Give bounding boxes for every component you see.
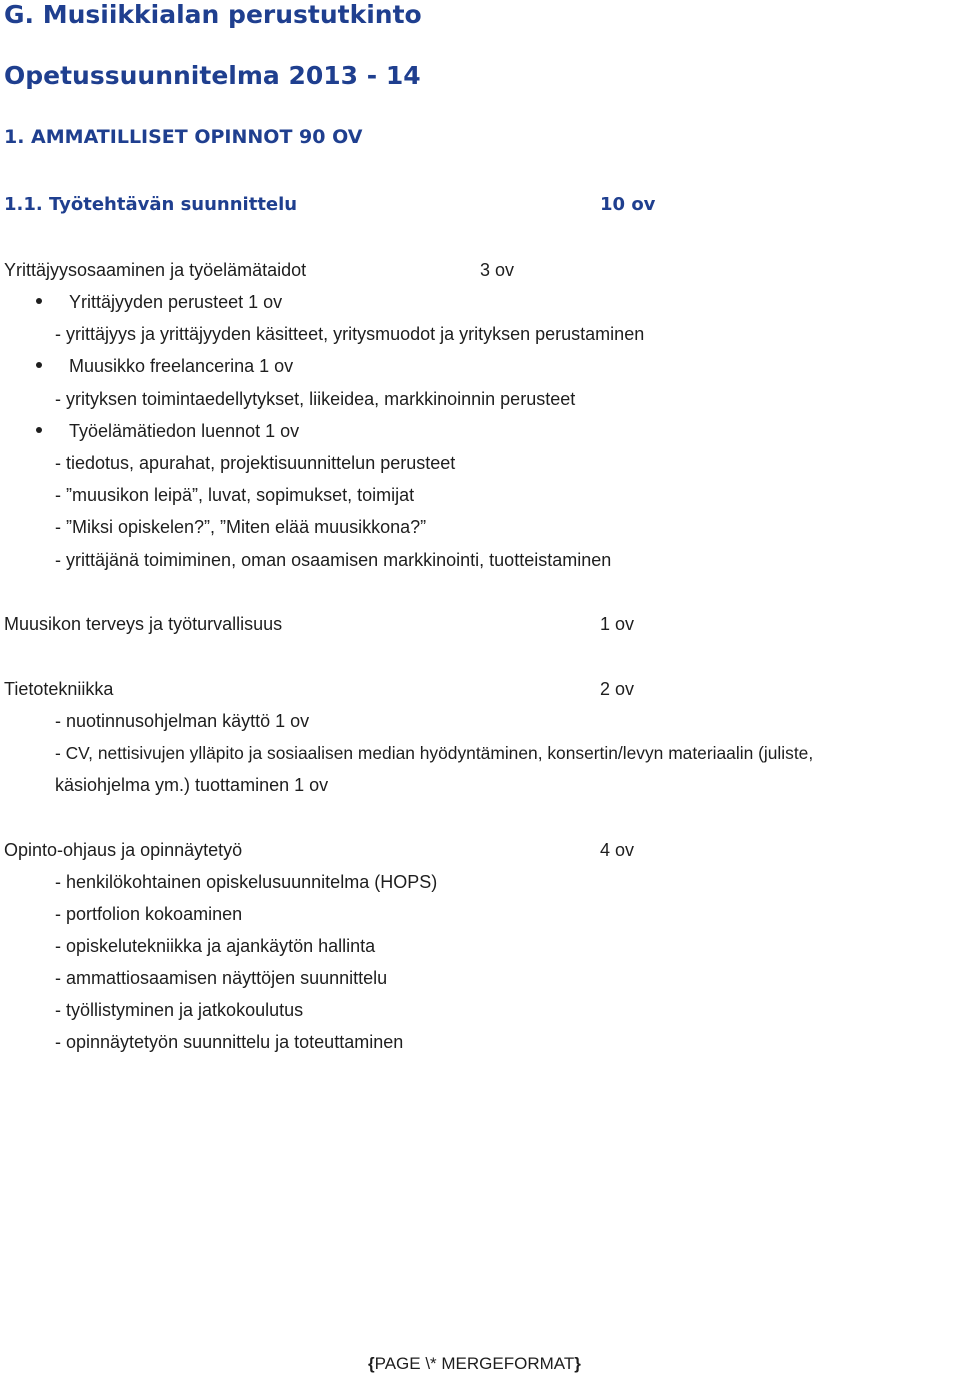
block-credits-opinto: 4 ov <box>600 840 635 860</box>
list-item: Yrittäjyyden perusteet 1 ov <box>69 292 283 312</box>
footer-field-code: PAGE \* MERGEFORMAT <box>374 1354 575 1373</box>
section-heading: 1. AMMATILLISET OPINNOT 90 OV <box>4 126 363 148</box>
bullet-icon <box>36 427 42 433</box>
block-title-yrittajyys: Yrittäjyysosaaminen ja työelämätaidot <box>4 260 307 280</box>
list-item-detail: - yrittäjyys ja yrittäjyyden käsitteet, yritysmuodot ja yrityksen perustaminen <box>55 324 645 344</box>
list-item-detail: - työllistyminen ja jatkokoulutus <box>55 1000 304 1020</box>
footer-close-brace: } <box>574 1354 581 1373</box>
list-item-detail: - opiskelutekniikka ja ajankäytön hallinta <box>55 936 376 956</box>
document-subtitle: Opetussuunnitelma 2013 - 14 <box>4 61 421 90</box>
block-credits-terveys: 1 ov <box>600 614 635 634</box>
block-title-tietotekniikka: Tietotekniikka <box>4 679 114 699</box>
block-title-opinto: Opinto-ohjaus ja opinnäytetyö <box>4 840 243 860</box>
page-footer-field <box>368 1352 581 1376</box>
list-item-detail: - yrityksen toimintaedellytykset, liikeidea, markkinoinnin perusteet <box>55 389 576 409</box>
list-item-detail: - ammattiosaamisen näyttöjen suunnittelu <box>55 968 388 988</box>
subsection-heading: 1.1. Työtehtävän suunnittelu <box>4 194 298 215</box>
subsection-credits: 10 ov <box>600 194 656 215</box>
footer-open-brace: { <box>368 1354 375 1373</box>
block-credits-tietotekniikka: 2 ov <box>600 679 635 699</box>
list-item-detail: - tiedotus, apurahat, projektisuunnittelun perusteet <box>55 453 456 473</box>
block-credits-yrittajyys: 3 ov <box>480 260 515 280</box>
bullet-icon <box>36 298 42 304</box>
list-item-detail: - nuotinnusohjelman käyttö 1 ov <box>55 711 310 731</box>
list-item: Muusikko freelancerina 1 ov <box>69 356 294 376</box>
list-item-detail: - portfolion kokoaminen <box>55 904 243 924</box>
list-item-detail: - ”Miksi opiskelen?”, ”Miten elää muusikkona?” <box>55 517 427 537</box>
list-item-detail: - henkilökohtainen opiskelusuunnitelma (HOPS) <box>55 872 438 892</box>
document-title: G. Musiikkialan perustutkinto <box>4 0 422 29</box>
block-title-terveys: Muusikon terveys ja työturvallisuus <box>4 614 283 634</box>
list-item-detail: - ”muusikon leipä”, luvat, sopimukset, toimijat <box>55 485 415 505</box>
list-item-detail: - opinnäytetyön suunnittelu ja toteuttaminen <box>55 1032 404 1052</box>
list-item: Työelämätiedon luennot 1 ov <box>69 421 300 441</box>
list-item-detail: - yrittäjänä toimiminen, oman osaamisen markkinointi, tuotteistaminen <box>55 550 612 570</box>
bullet-icon <box>36 362 42 368</box>
list-item-detail: käsiohjelma ym.) tuottaminen 1 ov <box>55 775 329 795</box>
list-item-detail: - CV, nettisivujen ylläpito ja sosiaalisen median hyödyntäminen, konsertin/levyn materiaalin (juliste, <box>55 743 814 763</box>
